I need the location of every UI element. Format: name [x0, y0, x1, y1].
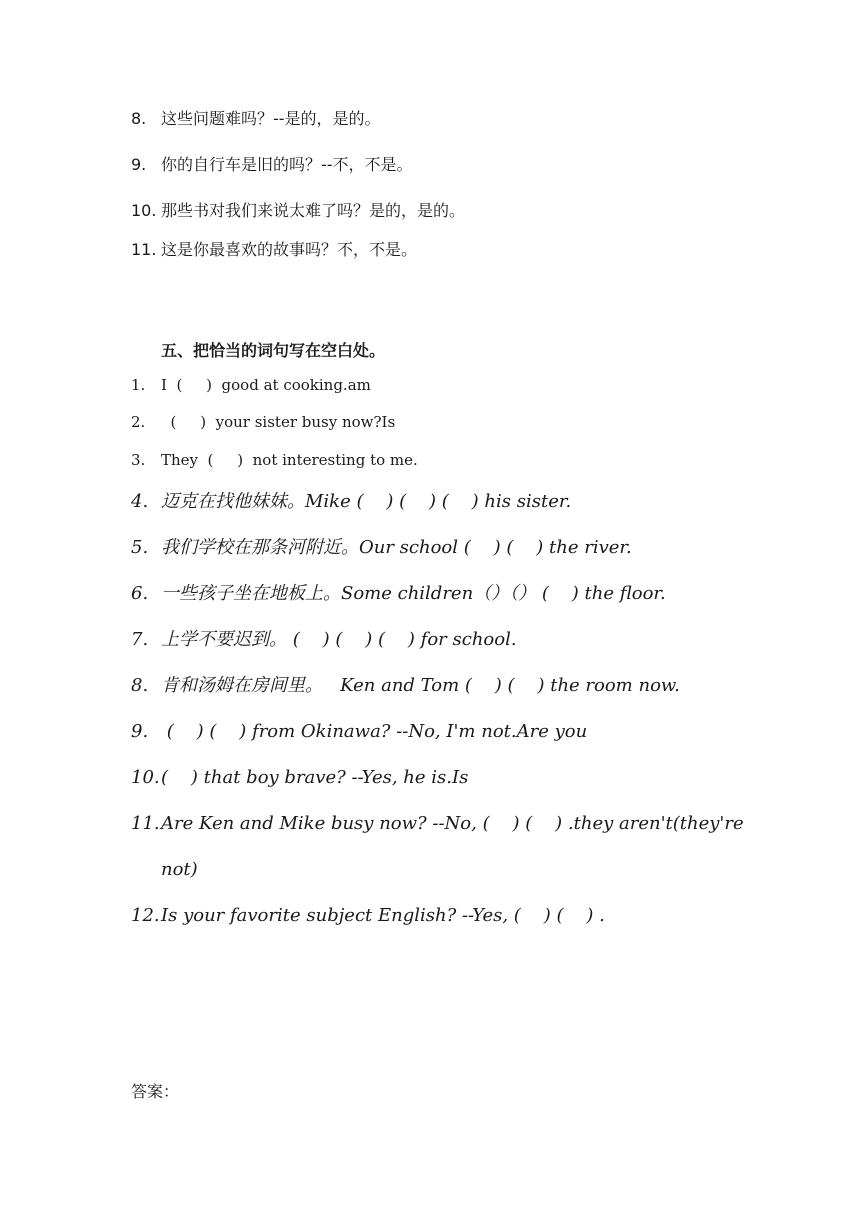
item-text: 上学不要迟到。 ( ) ( ) ( ) for school. [161, 629, 517, 650]
item-text: 你的自行车是旧的吗？--不，不是。 [161, 155, 413, 174]
item-number: 2. [131, 413, 146, 431]
item-number: 5. [131, 537, 149, 558]
item-text: 这是你最喜欢的故事吗？不，不是。 [161, 240, 418, 259]
item-text: 我们学校在那条河附近。Our school ( ) ( ) the river. [161, 537, 632, 558]
item-number: 11. [131, 240, 157, 259]
item-number: 8. [131, 675, 149, 696]
item-text: ( ) your sister busy now?Is [161, 413, 396, 431]
item-text: ( ) that boy brave? --Yes, he is.Is [161, 767, 469, 788]
item-number: 4. [131, 491, 149, 512]
fill-blank-item [131, 723, 587, 741]
item-number: 10. [131, 767, 160, 788]
item-text: I ( ) good at cooking.am [161, 376, 371, 394]
item-text: 这些问题难吗？--是的，是的。 [161, 109, 381, 128]
item-number: 7. [131, 629, 149, 650]
fill-blank-item [131, 631, 517, 649]
item-number: 1. [131, 376, 146, 394]
fill-blank-item [131, 585, 666, 603]
translation-item [131, 157, 413, 173]
translation-item [131, 242, 417, 258]
fill-blank-item [131, 677, 680, 695]
item-text: 迈克在找他妹妹。Mike ( ) ( ) ( ) his sister. [161, 491, 572, 512]
item-number: 9. [131, 721, 149, 742]
item-number: 11. [131, 813, 160, 834]
item-text: not) [161, 859, 198, 880]
item-text: 那些书对我们来说太难了吗？是的，是的。 [161, 201, 466, 220]
fill-blank-item [131, 493, 571, 511]
fill-blank-item [131, 539, 632, 557]
fill-blank-item [131, 769, 468, 787]
item-text: ( ) ( ) from Okinawa? --No, I'm not.Are you [161, 721, 588, 742]
item-number: 6. [131, 583, 149, 604]
fill-blank-item [131, 378, 371, 393]
item-number: 10. [131, 201, 157, 220]
fill-blank-item [131, 453, 418, 468]
item-text: 一些孩子坐在地板上。Some children（）（） ( ) the floor. [161, 583, 666, 604]
item-text: 肯和汤姆在房间里。 Ken and Tom ( ) ( ) the room now. [161, 675, 680, 696]
item-number: 3. [131, 451, 146, 469]
fill-blank-item [131, 815, 744, 833]
section-heading: 五、把恰当的词句写在空白处。 [161, 341, 386, 360]
item-number: 8. [131, 109, 147, 128]
item-number: 9. [131, 155, 147, 174]
fill-blank-item [131, 415, 395, 430]
answer-label: 答案： [131, 1082, 180, 1101]
translation-item [131, 111, 381, 127]
item-number: 12. [131, 905, 160, 926]
fill-blank-item-continuation [161, 861, 198, 879]
translation-item [131, 203, 465, 219]
item-text: Is your favorite subject English? --Yes, ( ) ( ) . [161, 905, 605, 926]
item-text: Are Ken and Mike busy now? --No, ( ) ( ) .they aren't(they're [161, 813, 744, 834]
item-text: They ( ) not interesting to me. [161, 451, 418, 469]
fill-blank-item [131, 907, 605, 925]
